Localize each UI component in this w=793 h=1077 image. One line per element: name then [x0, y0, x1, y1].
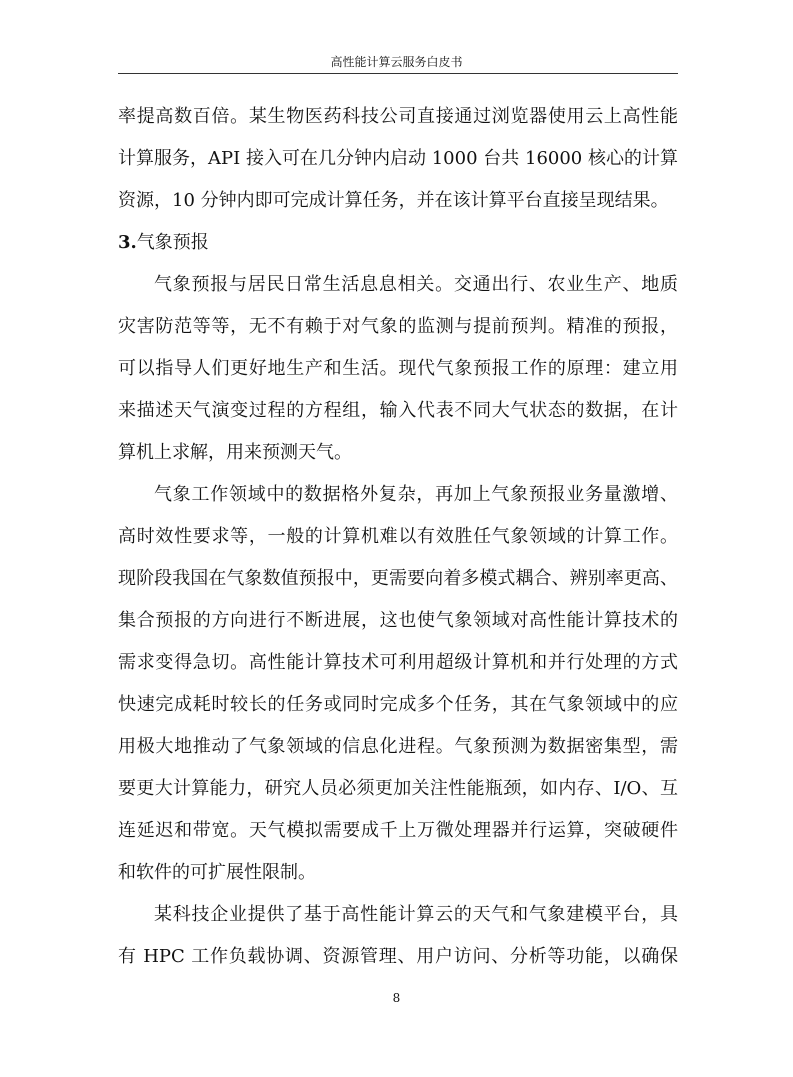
text-line: 某科技企业提供了基于高性能计算云的天气和气象建模平台，具	[154, 904, 678, 925]
text-line: 计算服务，API 接入可在几分钟内启动 1000 台共 16000 核心的计算	[118, 148, 678, 169]
text-line: 和软件的可扩展性限制。	[118, 862, 316, 883]
text-line: 气象工作领域中的数据格外复杂，再加上气象预报业务量激增、	[154, 484, 678, 505]
text-line: 可以指导人们更好地生产和生活。现代气象预报工作的原理：建立用	[118, 358, 678, 379]
document-body	[118, 96, 678, 978]
text-line: 集合预报的方向进行不断进展，这也使气象领域对高性能计算技术的	[118, 610, 678, 631]
text-line: 资源，10 分钟内即可完成计算任务，并在该计算平台直接呈现结果。	[118, 190, 669, 211]
header-title: 高性能计算云服务白皮书	[330, 55, 463, 69]
section-heading	[118, 222, 678, 264]
text-line: 连延迟和带宽。天气模拟需要成千上万微处理器并行运算，突破硬件	[118, 820, 678, 841]
page-number: 8	[392, 991, 401, 1005]
text-line: 用极大地推动了气象领域的信息化进程。气象预测为数据密集型，需	[118, 736, 678, 757]
section-heading-number: 3.	[118, 232, 137, 253]
text-line: 有 HPC 工作负载协调、资源管理、用户访问、分析等功能，以确保	[118, 946, 678, 967]
text-line: 气象预报与居民日常生活息息相关。交通出行、农业生产、地质	[154, 274, 678, 295]
text-line: 高时效性要求等，一般的计算机难以有效胜任气象领域的计算工作。	[118, 526, 678, 547]
section-heading-text: 气象预报	[136, 232, 209, 253]
text-line: 率提高数百倍。某生物医药科技公司直接通过浏览器使用云上高性能	[118, 106, 678, 127]
text-line: 需求变得急切。高性能计算技术可利用超级计算机和并行处理的方式	[118, 652, 678, 673]
text-line: 要更大计算能力，研究人员必须更加关注性能瓶颈，如内存、I/O、互	[118, 778, 678, 799]
text-line: 灾害防范等等，无不有赖于对气象的监测与提前预判。精准的预报，	[118, 316, 678, 337]
text-line: 快速完成耗时较长的任务或同时完成多个任务，其在气象领域中的应	[118, 694, 678, 715]
text-line: 现阶段我国在气象数值预报中，更需要向着多模式耦合、辨别率更高、	[118, 568, 678, 589]
text-line: 算机上求解，用来预测天气。	[118, 442, 352, 463]
header-divider	[118, 73, 678, 74]
text-line: 来描述天气演变过程的方程组，输入代表不同大气状态的数据，在计	[118, 400, 678, 421]
